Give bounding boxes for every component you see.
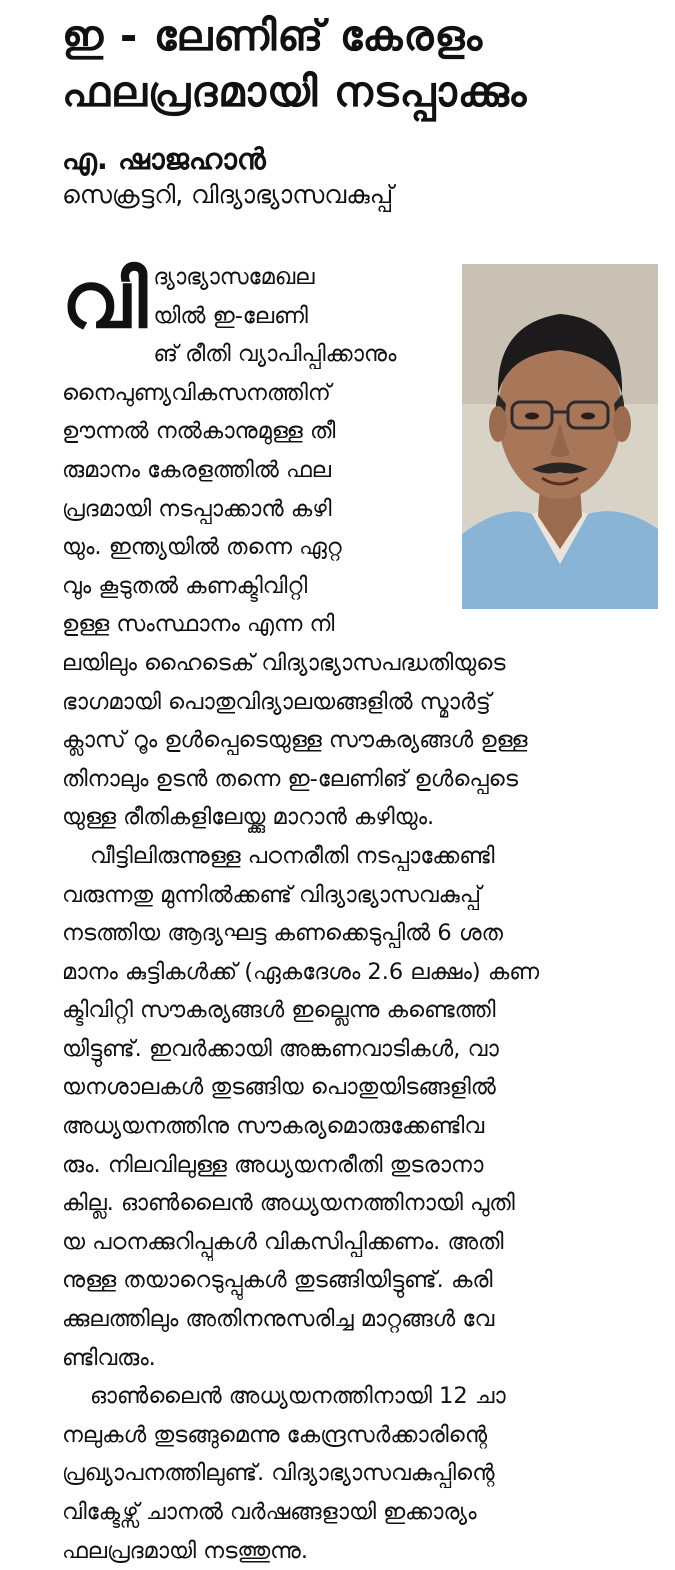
text-line: യും. ഇന്ത്യയിൽ തന്നെ ഏറ്റ [62,534,342,561]
text-line: പ്രദമായി നടപ്പാക്കാൻ കഴി [62,495,332,522]
paragraph-1-intro [62,258,440,644]
text-line: വിക്ടേഴ്സ് ചാനൽ വർഷങ്ങളായി ഇക്കാര്യം [62,1499,477,1525]
text-line: നുള്ള തയാറെടുപ്പുകൾ തുടങ്ങിയിട്ടുണ്ട്. കരി [62,1267,493,1294]
text-line: യിൽ ഇ-ലേണി [153,302,308,329]
text-line: നലുകൾ തുടങ്ങുമെന്നു കേന്ദ്രസർക്കാരിന്റെ [62,1421,488,1448]
text-line: ഭാഗമായി പൊതുവിദ്യാലയങ്ങളിൽ സ്മാർട്ട് [62,688,491,715]
article-body [62,258,662,1570]
text-line: ക്ലാസ് റൂം ഉൾപ്പെടെയുള്ള സൗകര്യങ്ങൾ ഉള്ള [62,727,528,754]
byline [62,140,622,212]
headline-line-2: ഫലപ്രദമായി നടപ്പാക്കും [62,67,528,116]
text-line: വരുന്നതു മുന്നിൽക്കണ്ട് വിദ്യാഭ്യാസവകുപ്പ് [62,881,481,908]
text-line: ഓൺലൈൻ അധ്യയനത്തിനായി 12 ചാ [90,1383,506,1410]
headline [62,8,662,120]
text-line: രുമാനം കേരളത്തിൽ ഫല [62,456,331,483]
text-line: ഫലപ്രദമായി നടത്തുന്നു. [62,1537,308,1564]
author-designation: സെക്രട്ടറി, വിദ്യാഭ്യാസവകുപ്പ് [62,180,394,209]
text-line: അധ്യയനത്തിനു സൗകര്യമൊരുക്കേണ്ടിവ [62,1113,485,1140]
text-line: ദ്യാഭ്യാസമേഖല [153,264,315,290]
text-line: നൈപുണ്യവികസനത്തിന് [62,379,331,406]
text-line: ക്കുലത്തിലും അതിനനുസരിച്ച മാറ്റങ്ങൾ വേ [62,1306,495,1333]
text-line: യ പഠനക്കുറിപ്പുകൾ വികസിപ്പിക്കണം. അതി [62,1228,504,1255]
text-line: വും കൂടുതൽ കണക്ടിവിറ്റി [62,572,308,599]
text-line: കില്ല. ഓൺലൈൻ അധ്യയനത്തിനായി പുതി [62,1190,515,1217]
text-line: രും. നിലവിലുള്ള അധ്യയനരീതി തുടരാനാ [62,1151,484,1178]
text-line: മാനം കുട്ടികൾക്ക് (ഏകദേശം 2.6 ലക്ഷം) കണ [62,958,540,985]
text-line: തിനാലും ഉടൻ തന്നെ ഇ-ലേണിങ് ഉൾപ്പെടെ [62,765,518,792]
author-name: എ. ഷാജഹാൻ [62,142,266,176]
text-line: വീട്ടിലിരുന്നുള്ള പഠനരീതി നടപ്പാക്കേണ്ടി [90,842,495,869]
text-line: ഉള്ള സംസ്ഥാനം എന്ന നി [62,611,335,638]
paragraph-2 [62,837,662,1377]
text-line: നടത്തിയ ആദ്യഘട്ട കണക്കെടുപ്പിൽ 6 ശത [62,920,503,947]
paragraph-1-continued [62,644,662,837]
text-line: ലയിലും ഹൈടെക് വിദ്യാഭ്യാസപദ്ധതിയുടെ [62,649,506,676]
text-line: ണ്ടിവരും. [62,1344,156,1371]
text-line: പ്രഖ്യാപനത്തിലുണ്ട്. വിദ്യാഭ്യാസവകുപ്പിന്റെ [62,1460,495,1487]
headline-line-1: ഇ - ലേണിങ് കേരളം [62,11,484,60]
paragraph-3 [62,1377,662,1570]
text-line: യുള്ള രീതികളിലേയ്ക്കു മാറാൻ കഴിയും. [62,804,435,831]
text-line: യിട്ടുണ്ട്. ഇവർക്കായി അങ്കണവാടികൾ, വാ [62,1035,499,1062]
text-line: യനശാലകൾ തുടങ്ങിയ പൊതുയിടങ്ങളിൽ [62,1074,496,1101]
drop-cap: വി [62,256,148,346]
text-line: ക്ടിവിറ്റി സൗകര്യങ്ങൾ ഇല്ലെന്നു കണ്ടെത്തി [62,997,496,1024]
text-line: ങ് രീതി വ്യാപിപ്പിക്കാനും [153,341,397,368]
text-line: ഊന്നൽ നൽകാനുമുള്ള തീ [62,418,336,445]
